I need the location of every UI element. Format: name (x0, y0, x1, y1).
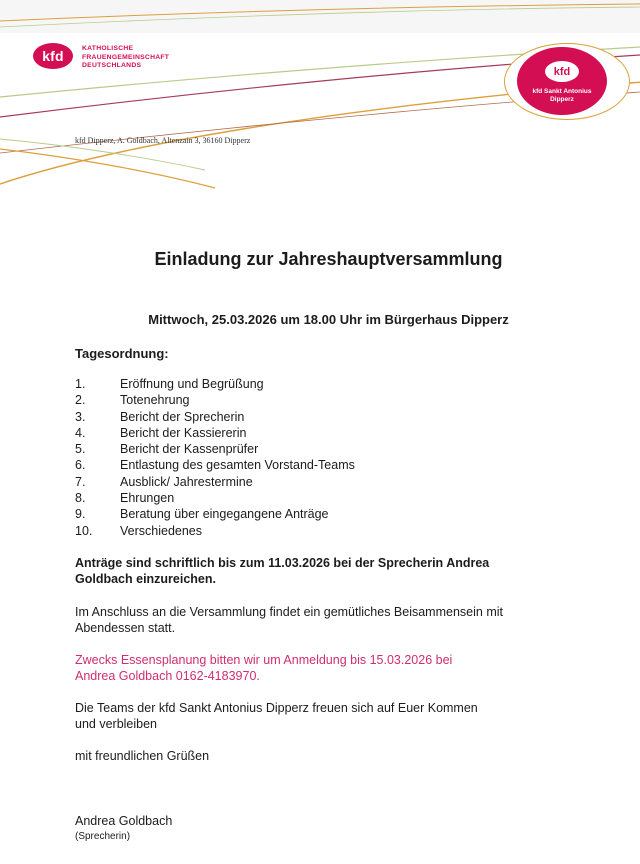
paragraph-teams (75, 700, 582, 733)
agenda-item-text: Totenehrung (120, 393, 190, 408)
paragraph-line: Goldbach einzureichen. (75, 572, 216, 587)
agenda-item-number: 9. (75, 507, 86, 522)
paragraph-anmeldung (75, 652, 582, 685)
paragraph-line: Im Anschluss an die Versammlung findet ein gemütliches Beisammensein mit (75, 604, 503, 619)
agenda-item-number: 10. (75, 523, 93, 538)
agenda-item-text: Entlastung des gesamten Vorstand-Teams (120, 458, 355, 473)
agenda-item (75, 506, 582, 522)
agenda-item (75, 425, 582, 441)
agenda-item-text: Ausblick/ Jahrestermine (120, 474, 253, 489)
letter-body (75, 248, 582, 843)
agenda-item-number: 1. (75, 377, 86, 391)
agenda-item (75, 523, 582, 539)
badge-caption-line-1: kfd Sankt Antonius (532, 88, 592, 95)
kfd-logo-left (33, 43, 169, 71)
sender-address-line: kfd Dipperz, A. Goldbach, Altenzain 3, 36160 Dipperz (75, 136, 251, 145)
agenda-item-text: Bericht der Kassenprüfer (120, 442, 259, 457)
org-line-2: FRAUENGEMEINSCHAFT (82, 53, 170, 61)
agenda-item-number: 6. (75, 458, 86, 473)
signature-block (75, 813, 582, 843)
agenda-item (75, 490, 582, 506)
org-line-1: KATHOLISCHE (82, 45, 134, 52)
agenda-item-number: 3. (75, 409, 86, 424)
paragraph-line: Andrea Goldbach 0162-4183970. (75, 669, 260, 684)
kfd-badge-oval-icon: kfd (545, 61, 579, 82)
paragraph-line: Zwecks Essensplanung bitten wir um Anmeldung bis 15.03.2026 bei (75, 652, 453, 667)
paragraph-line: Abendessen statt. (75, 621, 176, 636)
page-title: Einladung zur Jahreshauptversammlung (154, 249, 503, 269)
agenda-item-number: 4. (75, 425, 86, 440)
agenda-item-text: Beratung über eingegangene Anträge (120, 507, 329, 522)
kfd-badge-caption (517, 88, 607, 104)
agenda-item-number: 7. (75, 474, 86, 489)
agenda-list (75, 376, 582, 539)
agenda-item-text: Eröffnung und Begrüßung (120, 377, 264, 391)
org-line-3: DEUTSCHLANDS (82, 62, 142, 70)
agenda-item (75, 392, 582, 408)
closing-greeting: mit freundlichen Grüßen (75, 748, 210, 763)
agenda-item (75, 376, 582, 392)
event-date-line: Mittwoch, 25.03.2026 um 18.00 Uhr im Bürgerhaus Dipperz (148, 312, 509, 327)
agenda-item-text: Bericht der Sprecherin (120, 409, 245, 424)
kfd-ellipse-icon: kfd (33, 43, 73, 69)
agenda-item-number: 8. (75, 491, 86, 506)
agenda-item (75, 409, 582, 425)
agenda-item-text: Verschiedenes (120, 523, 203, 538)
agenda-item (75, 441, 582, 457)
paragraph-anschluss (75, 604, 582, 637)
badge-caption-line-2: Dipperz (550, 96, 574, 103)
agenda-item (75, 457, 582, 473)
paragraph-antraege (75, 555, 582, 588)
agenda-item (75, 474, 582, 490)
kfd-badge-right (517, 47, 607, 115)
agenda-heading: Tagesordnung: (75, 346, 169, 361)
paragraph-line: Die Teams der kfd Sankt Antonius Dipperz freuen sich auf Euer Kommen (75, 700, 478, 715)
paragraph-line: Anträge sind schriftlich bis zum 11.03.2026 bei der Sprecherin Andrea (75, 555, 490, 570)
agenda-item-number: 5. (75, 442, 86, 457)
agenda-item-number: 2. (75, 393, 86, 408)
kfd-org-name (82, 45, 169, 71)
paragraph-line: und verbleiben (75, 717, 158, 732)
agenda-item-text: Bericht der Kassiererin (120, 425, 247, 440)
signature-role: (Sprecherin) (75, 831, 131, 843)
signature-name: Andrea Goldbach (75, 814, 173, 829)
agenda-item-text: Ehrungen (120, 491, 175, 506)
